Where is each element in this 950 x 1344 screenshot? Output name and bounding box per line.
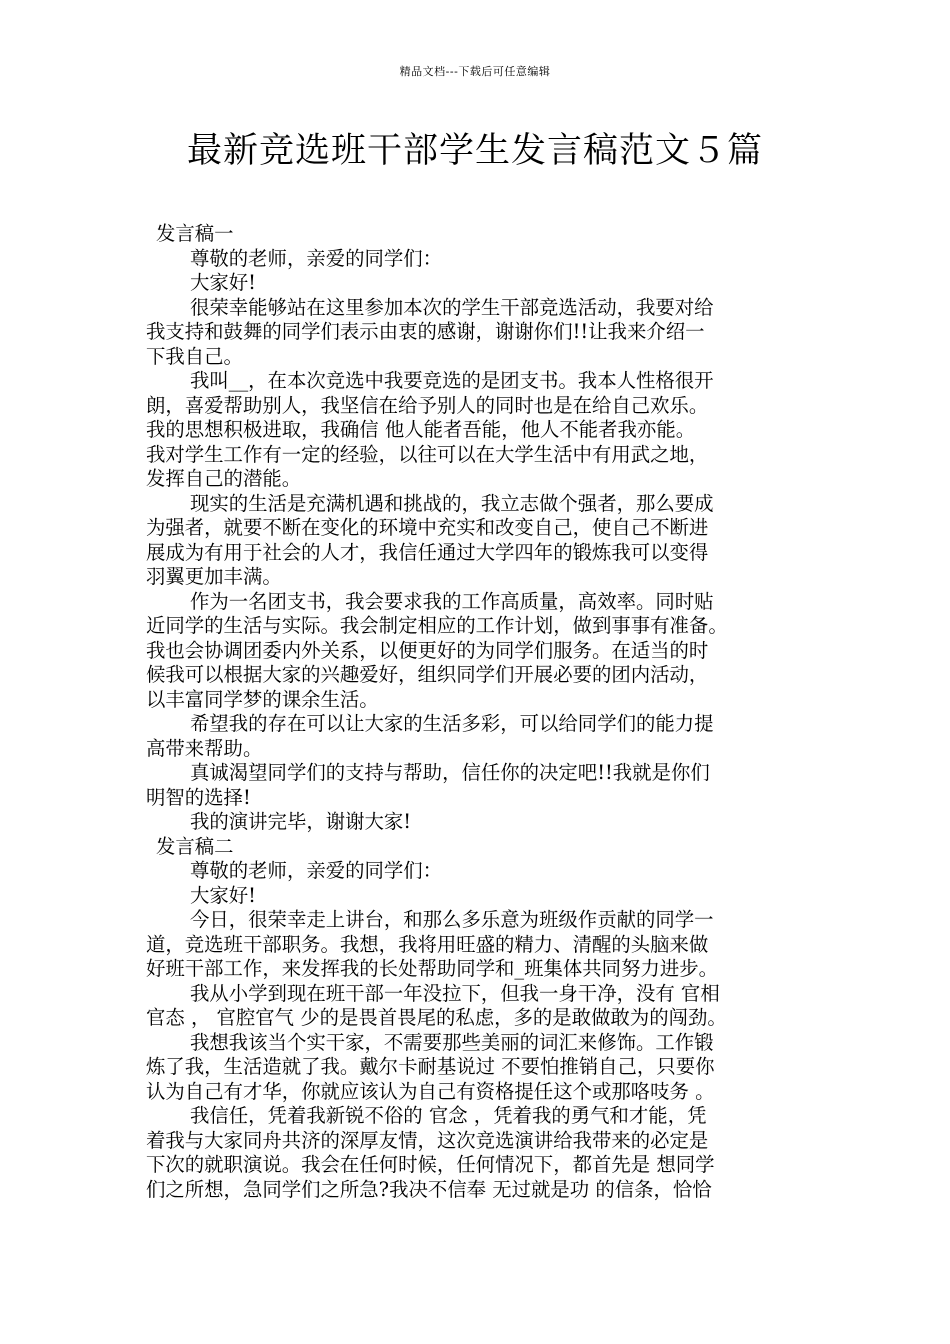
body-line: 作为一名团支书，我会要求我的工作高质量，高效率。同时贴 (190, 589, 714, 613)
body-line: 为强者，就要不断在变化的环境中充实和改变自己，使自己不断进 (146, 516, 709, 539)
body-line: 下次的就职演说。我会在任何时候，任何情况下，都首先是 想同学 (146, 1153, 715, 1176)
body-line: 官态 ， 官腔官气 少的是畏首畏尾的私虑，多的是敢做敢为的闯劲。 (146, 1006, 727, 1029)
body-line: 我的思想积极进取，我确信 他人能者吾能，他人不能者我亦能。 (146, 418, 696, 441)
body-line: 我对学生工作有一定的经验，以往可以在大学生活中有用武之地， (146, 442, 709, 466)
body-line: 朗，喜爱帮助别人，我坚信在给予别人的同时也是在给自己欢乐。 (146, 393, 709, 417)
body-line: 我叫__，在本次竞选中我要竞选的是团支书。我本人性格很开 (190, 369, 714, 392)
body-line: 尊敬的老师，亲爱的同学们： (190, 246, 443, 270)
document-body (146, 222, 818, 1202)
section-heading: 发言稿一 (156, 222, 234, 245)
body-line: 我信任，凭着我新锐不俗的 官念 ，凭着我的勇气和才能，凭 (190, 1104, 707, 1127)
body-line: 尊敬的老师，亲爱的同学们： (190, 859, 443, 882)
body-line: 今日，很荣幸走上讲台，和那么多乐意为班级作贡献的同学一 (190, 908, 714, 931)
body-line: 道，竞选班干部职务。我想，我将用旺盛的精力、清醒的头脑来做 (146, 932, 709, 956)
body-line: 明智的选择! (146, 785, 251, 809)
body-line: 近同学的生活与实际。我会制定相应的工作计划，做到事事有准备。 (146, 614, 728, 637)
body-line: 大家好! (190, 883, 256, 907)
body-line: 羽翼更加丰满。 (146, 565, 282, 588)
body-line: 好班干部工作，来发挥我的长处帮助同学和_班集体共同努力进步。 (146, 957, 719, 980)
body-line: 我想我该当个实干家，不需要那些美丽的词汇来修饰。工作锻 (190, 1030, 714, 1054)
body-line: 现实的生活是充满机遇和挑战的，我立志做个强者，那么要成 (190, 491, 714, 515)
body-line: 大家好! (190, 271, 256, 294)
body-line: 着我与大家同舟共济的深厚友情，这次竞选演讲给我带来的必定是 (146, 1128, 709, 1152)
body-line: 希望我的存在可以让大家的生活多彩，可以给同学们的能力提 (190, 712, 714, 735)
body-line: 发挥自己的潜能。 (146, 467, 302, 490)
body-line: 们之所想，急同学们之所急?我决不信奉 无过就是功 的信条，恰恰 (146, 1177, 712, 1201)
body-line: 候我可以根据大家的兴趣爱好，组织同学们开展必要的团内活动， (146, 663, 709, 686)
body-line: 展成为有用于社会的人才，我信任通过大学四年的锻炼我可以变得 (146, 540, 709, 564)
body-line: 认为自己有才华，你就应该认为自己有资格提任这个或那咯吱务 。 (146, 1079, 715, 1103)
body-line: 我的演讲完毕，谢谢大家! (190, 810, 412, 833)
body-line: 下我自己。 (146, 344, 243, 368)
section-heading: 发言稿二 (156, 834, 234, 858)
document-title: 最新竞选班干部学生发言稿范文５篇 (186, 131, 763, 171)
body-line: 我支持和鼓舞的同学们表示由衷的感谢，谢谢你们!!让我来介绍一 (146, 320, 705, 343)
body-line: 炼了我，生活造就了我。戴尔卡耐基说过 不要怕推销自己，只要你 (146, 1055, 715, 1078)
body-line: 我也会协调团委内外关系，以便更好的为同学们服务。在适当的时 (146, 638, 709, 662)
body-line: 高带来帮助。 (146, 736, 263, 760)
body-line: 真诚渴望同学们的支持与帮助，信任你的决定吧!!我就是你们 (190, 761, 710, 784)
body-line: 以丰富同学梦的课余生活。 (146, 687, 379, 711)
body-line: 很荣幸能够站在这里参加本次的学生干部竞选活动，我要对给 (190, 295, 714, 319)
page-header: 精品文档---下载后可任意编辑 (399, 65, 551, 78)
body-line: 我从小学到现在班干部一年没拉下，但我一身干净，没有 官相 (190, 981, 720, 1005)
